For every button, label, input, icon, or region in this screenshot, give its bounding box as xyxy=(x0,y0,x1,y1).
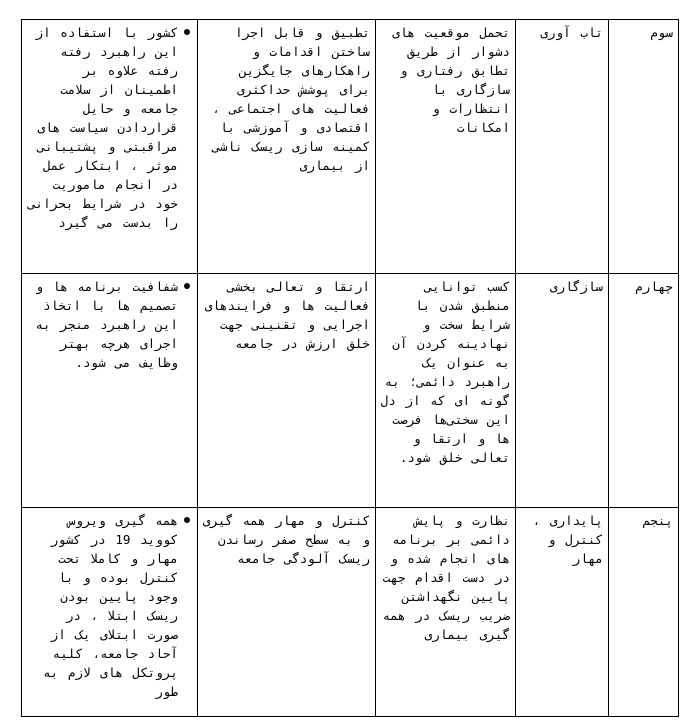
table-row-fourth xyxy=(22,274,679,508)
strategy-description: نظارت و پایش دائمی بر برنامه های انجام شده و در دست اقدام جهت پایین نگهداشتن ضریب ریسک در همه گیری بیماری xyxy=(376,508,516,717)
row-number: پنجم xyxy=(609,508,679,717)
strategy-title: سازگاری xyxy=(516,274,609,508)
outcome-bullet: شفافیت برنامه ها و تصمیم ها با اتخاذ این راهبرد منجر به اجرای هرچه بهتر وظایف می شود. xyxy=(26,277,178,372)
strategy-objective: ارتقا و تعالی بخشی فعالیت ها و فرایندهای اجرایی و تقنینی جهت خلق ارزش در جامعه xyxy=(198,274,376,508)
strategy-table xyxy=(21,19,679,717)
outcome-bullet: کشور با استفاده از این راهبرد رفته رفته علاوه بر اطمینان از سلامت جامعه و حایل قراردادن سیاست های مراقبتی و پشتیبانی موثر ، ابتکار عمل در انجام ماموریت خود در شرایط بحرانی را بدست می گیرد xyxy=(26,23,178,232)
table-row-third xyxy=(22,20,679,274)
strategy-outcome xyxy=(22,508,198,717)
strategy-title: پایداری ، کنترل و مهار xyxy=(516,508,609,717)
outcome-bullet: همه گیری ویروس کووید 19 در کشور مهار و کاملا تحت کنترل بوده و با وجود پایین بودن ریسک ابتلا ، در صورت ابتلای یک از آحاد جامعه، کلیه پروتکل های لازم به طور xyxy=(26,511,178,701)
bullet-icon xyxy=(184,283,190,289)
row-number: چهارم xyxy=(609,274,679,508)
row-number: سوم xyxy=(609,20,679,274)
table-row-fifth xyxy=(22,508,679,717)
strategy-outcome xyxy=(22,20,198,274)
bullet-icon xyxy=(184,517,190,523)
strategy-description: کسب توانایی منطبق شدن با شرایط سخت و نهادینه کردن آن به عنوان یک راهبرد دائمی؛ به گونه ای که از دل این سختی‌ها فرصت ها و ارتقا و تعالی خلق شود. xyxy=(376,274,516,508)
strategy-outcome xyxy=(22,274,198,508)
bullet-icon xyxy=(184,29,190,35)
strategy-objective: کنترل و مهار همه گیری و به سطح صفر رساندن ریسک آلودگی جامعه xyxy=(198,508,376,717)
strategy-objective: تطبیق و قابل اجرا ساختن اقدامات و راهکارهای جایگزین برای پوشش حداکثری فعالیت های اجتماعی ، اقتصادی و آموزشی با کمینه سازی ریسک ناشی از بیماری xyxy=(198,20,376,274)
strategy-description: تحمل موقعیت های دشوار از طریق تطابق رفتاری و سازگاری با انتظارات و امکانات xyxy=(376,20,516,274)
strategy-title: تاب آوری xyxy=(516,20,609,274)
